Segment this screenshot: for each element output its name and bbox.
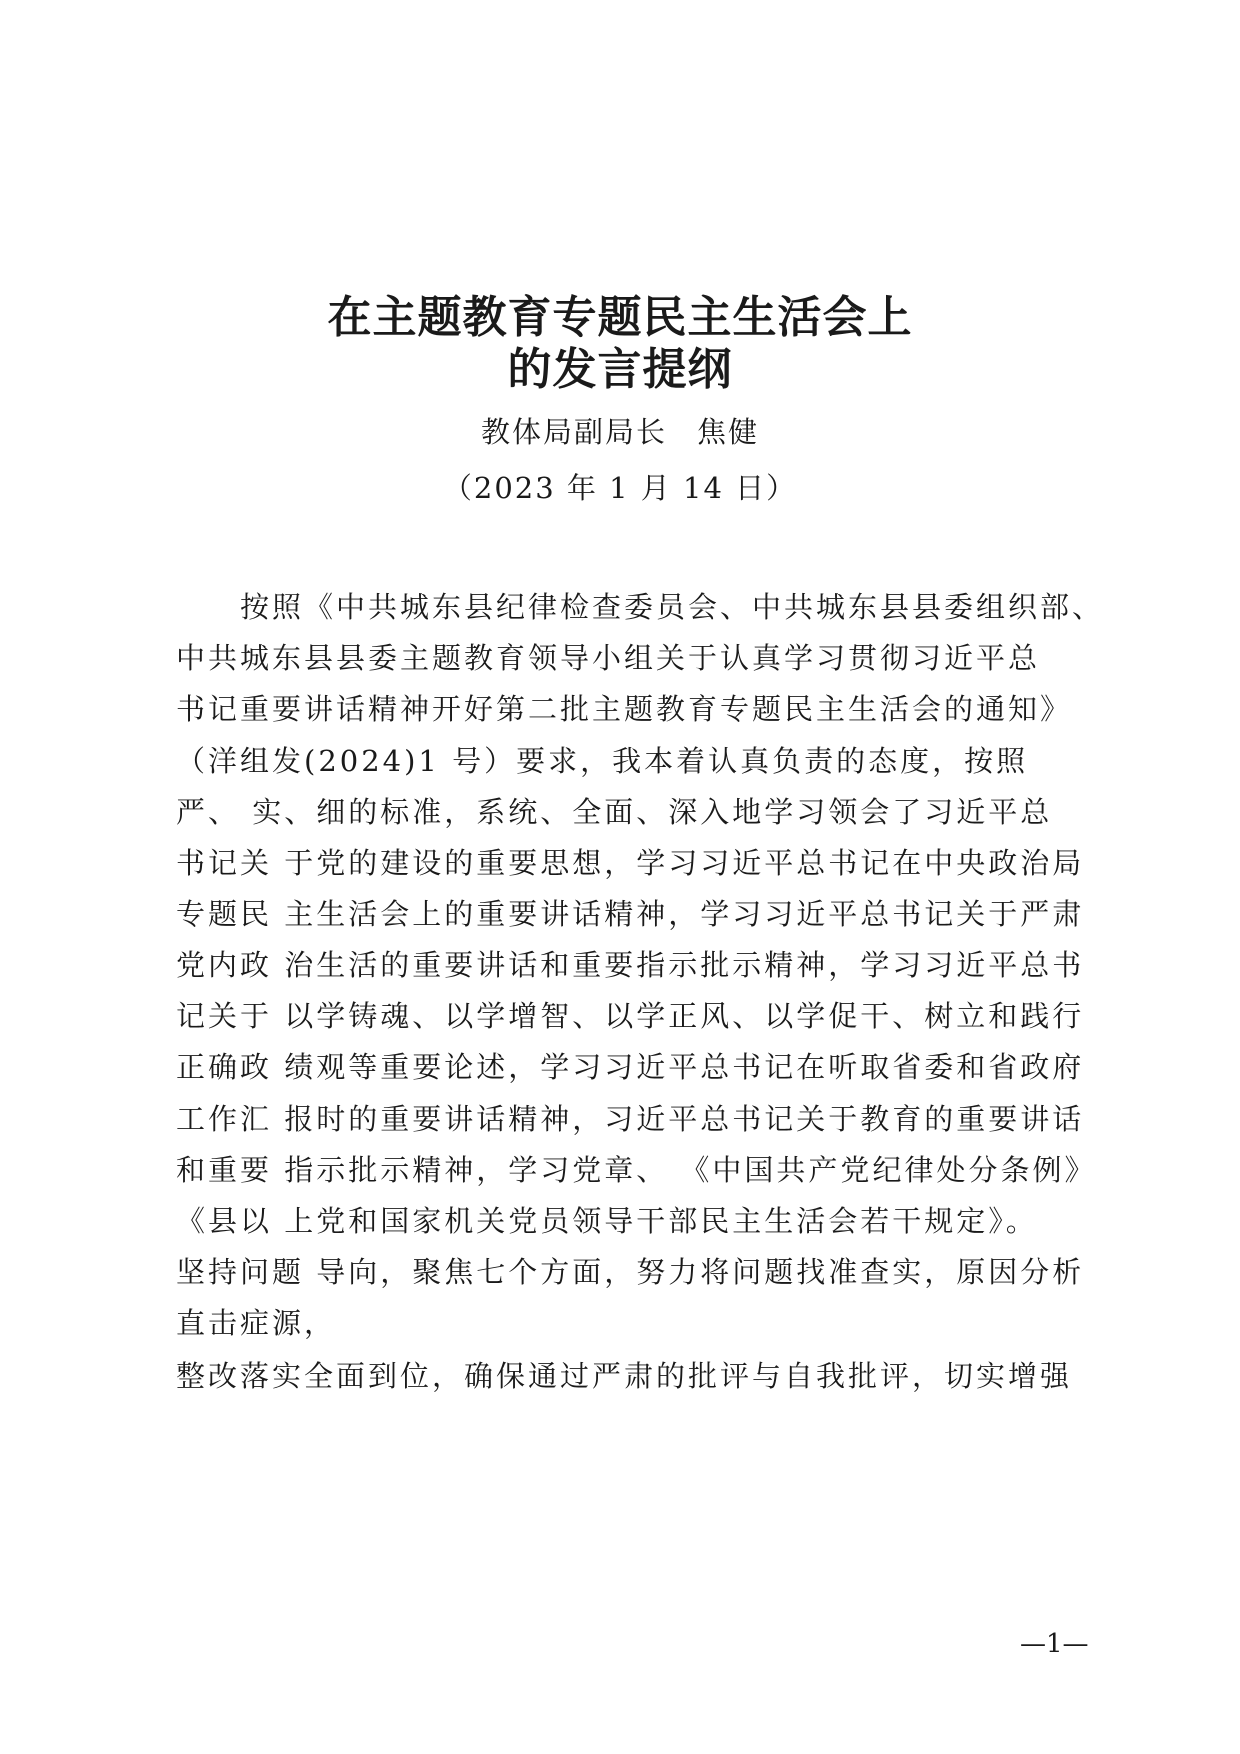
date-line: （2023 年 1 月 14 日）	[442, 471, 798, 505]
author-name: 焦健	[697, 415, 760, 449]
author-position: 教体局副局长	[480, 415, 667, 449]
body-line: 坚持问题 导向，聚焦七个方面，努力将问题找准查实，原因分析	[176, 1255, 1085, 1289]
body-line: 整改落实全面到位，确保通过严肃的批评与自我批评，切实增强	[176, 1359, 1073, 1393]
body-line: 党内政 治生活的重要讲话和重要指示批示精神，学习习近平总书	[176, 948, 1085, 982]
title-line-2: 的发言提纲	[507, 344, 733, 395]
body-line: 中共城东县县委主题教育领导小组关于认真学习贯彻习近平总	[176, 641, 1041, 675]
title-line-1: 在主题教育专题民主生活会上	[327, 292, 913, 343]
body-line: 直击症源，	[176, 1306, 337, 1340]
body-line: 书记重要讲话精神开好第二批主题教育专题民主生活会的通知》	[176, 692, 1073, 726]
body-line: 书记关 于党的建设的重要思想，学习习近平总书记在中央政治局	[176, 846, 1085, 880]
body-line: 按照《中共城东县纪律检查委员会、中共城东县县委组织部、	[176, 590, 1105, 624]
body-line: 记关于 以学铸魂、以学增智、以学正风、以学促干、树立和践行	[176, 999, 1085, 1033]
body-line: 工作汇 报时的重要讲话精神，习近平总书记关于教育的重要讲话	[176, 1102, 1085, 1136]
body-line: 和重要 指示批示精神，学习党章、 《中国共产党纪律处分条例》	[176, 1153, 1097, 1187]
body-line: 《县以 上党和国家机关党员领导干部民主生活会若干规定》。	[176, 1204, 1038, 1238]
body-line: （洋组发(2024)1 号）要求，我本着认真负责的态度，按照	[176, 744, 1029, 778]
page-number: —1—	[1020, 1629, 1089, 1659]
body-line: 专题民 主生活会上的重要讲话精神，学习习近平总书记关于严肃	[176, 897, 1085, 931]
author-line	[0, 412, 1240, 452]
body-line: 正确政 绩观等重要论述，学习习近平总书记在听取省委和省政府	[176, 1050, 1085, 1084]
body-line: 严、 实、细的标准，系统、全面、深入地学习领会了习近平总	[176, 795, 1053, 829]
